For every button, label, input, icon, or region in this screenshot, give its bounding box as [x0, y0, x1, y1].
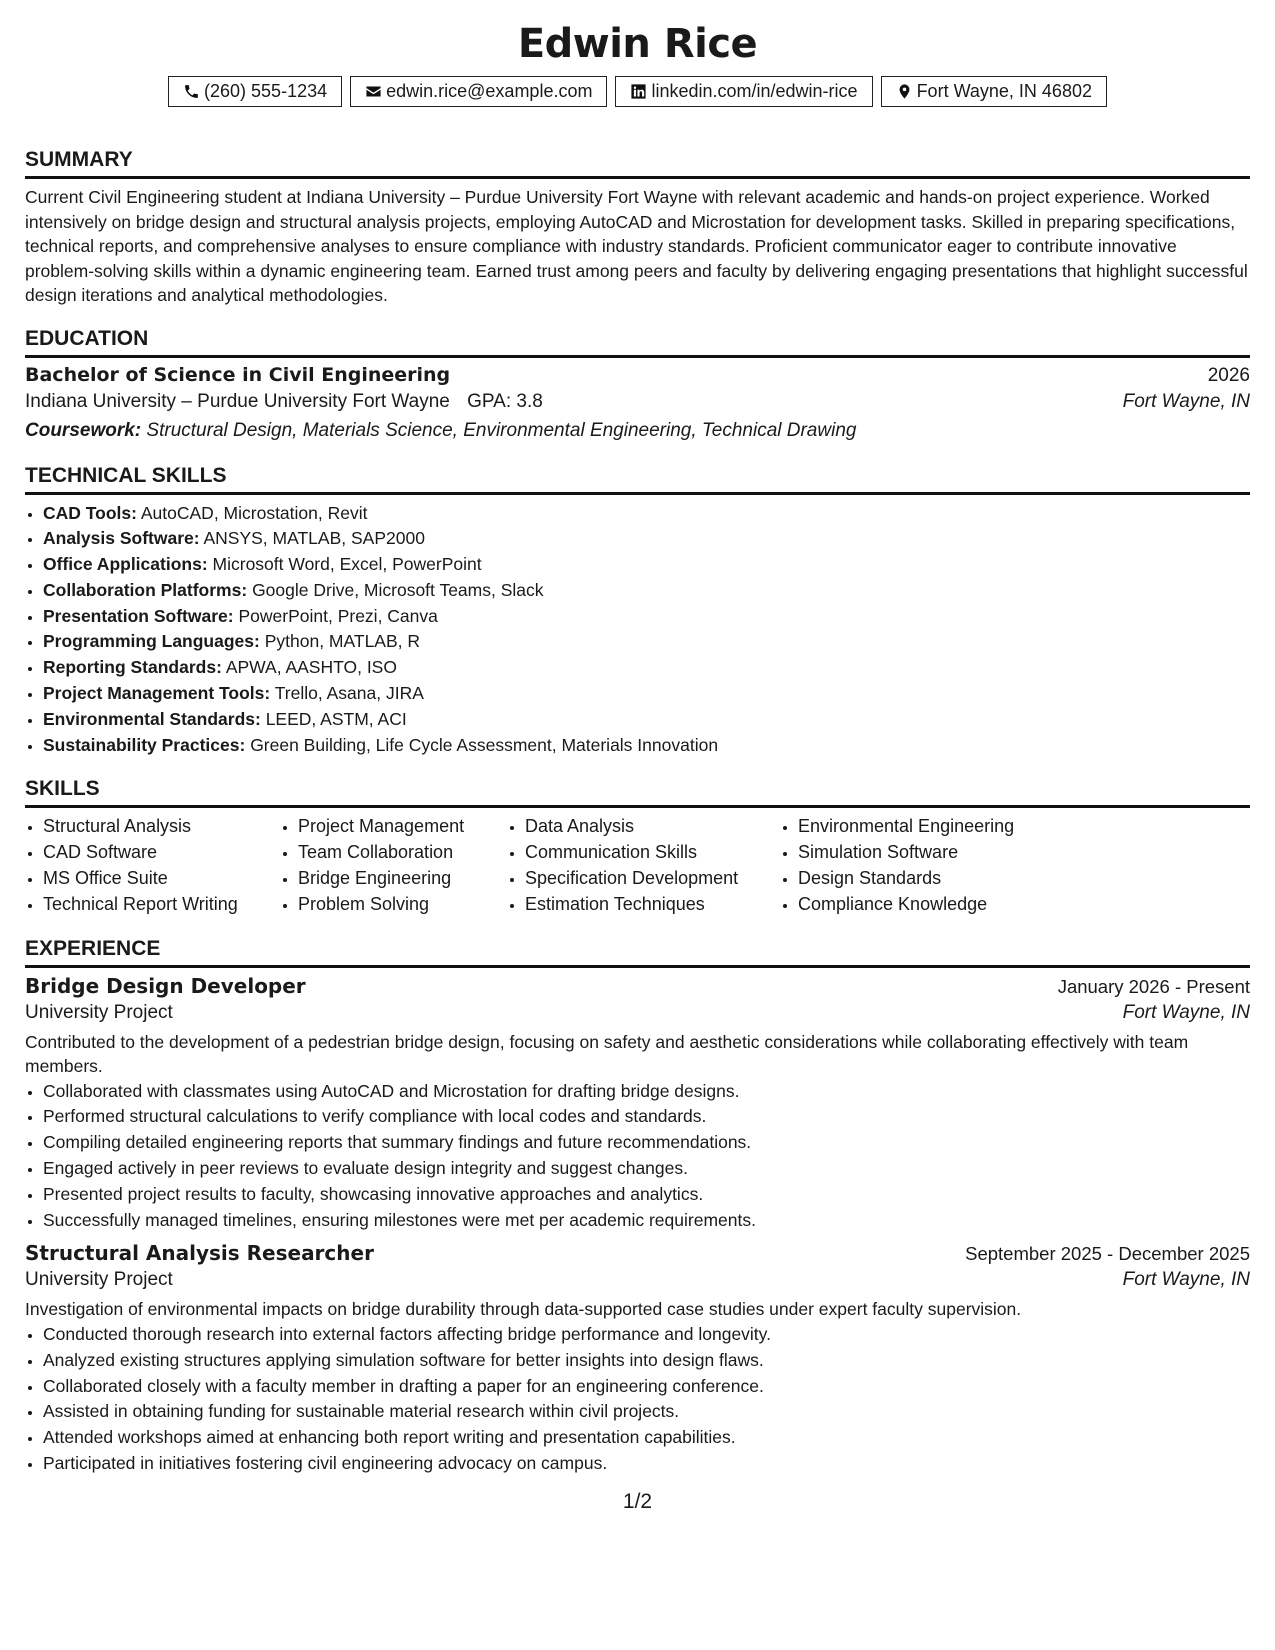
- list-item: [43, 578, 1250, 604]
- experience-heading: EXPERIENCE: [25, 936, 1250, 968]
- skill-label: Office Applications:: [43, 554, 208, 575]
- list-item: • Specification Development: [525, 866, 780, 892]
- technical-skills-heading: TECHNICAL SKILLS: [25, 463, 1250, 495]
- list-item: • Design Standards: [798, 866, 1098, 892]
- list-item: • MS Office Suite: [43, 866, 280, 892]
- job-org-row: [25, 1265, 1250, 1295]
- skill-value: APWA, AASHTO, ISO: [225, 657, 397, 678]
- list-item: [43, 526, 1250, 552]
- list-item: [43, 501, 1250, 527]
- list-item: [43, 655, 1250, 681]
- school-location: Fort Wayne, IN: [1122, 390, 1250, 412]
- job-title: Bridge Design Developer: [25, 973, 306, 998]
- summary-section: [25, 147, 1250, 308]
- skill-value: Python, MATLAB, R: [264, 631, 421, 652]
- summary-text: Current Civil Engineering student at Indiana University – Purdue University Fort Wayne with relevant academic and hands-on project experience. Worked intensively on bridge design and structural analysis projects, employing AutoCAD and Microstation for development tasks. Skilled in preparing specifications, technical reports, and comprehensive analyses to ensure compliance with industry standards. Proficient communicator eager to contribute innovative problem-solving skills within a dynamic engineering team. Earned trust among peers and faculty by delivering engaging presentations that highlight successful design iterations and analytical methodologies.: [25, 187, 1248, 305]
- list-item: • CAD Software: [43, 840, 280, 866]
- list-item: [43, 604, 1250, 630]
- job-org-row: [25, 998, 1250, 1028]
- list-item: • Collaborated closely with a faculty member in drafting a paper for an engineering conference.: [43, 1374, 1250, 1400]
- email-text: edwin.rice@example.com: [386, 81, 593, 101]
- job-description: Investigation of environmental impacts on bridge durability through data-supported case studies under expert faculty supervision.: [25, 1299, 1022, 1320]
- job-header-row: [25, 1241, 1250, 1265]
- resume-page: [25, 20, 1250, 1477]
- list-item: [43, 733, 1250, 759]
- contact-email[interactable]: [350, 76, 607, 107]
- school-row: [25, 387, 1250, 416]
- list-item: • Data Analysis: [525, 814, 780, 840]
- list-item: • Performed structural calculations to verify compliance with local codes and standards.: [43, 1104, 1250, 1130]
- candidate-name: Edwin Rice: [517, 21, 758, 67]
- coursework-list: Structural Design, Materials Science, Environmental Engineering, Technical Drawing: [146, 419, 857, 441]
- list-item: • Assisted in obtaining funding for sustainable material research within civil projects.: [43, 1399, 1250, 1425]
- job-title: Structural Analysis Researcher: [25, 1241, 374, 1266]
- school-name: Indiana University – Purdue University Fort Wayne: [25, 390, 450, 412]
- job-entry: [25, 974, 1250, 1234]
- list-item: • Problem Solving: [298, 892, 507, 918]
- list-item: • Simulation Software: [798, 840, 1098, 866]
- list-item: [43, 707, 1250, 733]
- gpa: GPA: 3.8: [467, 390, 543, 412]
- skill-label: Sustainability Practices:: [43, 734, 246, 755]
- skill-label: Environmental Standards:: [43, 708, 261, 729]
- degree-row: [25, 364, 1250, 387]
- skill-label: CAD Tools:: [43, 502, 137, 523]
- list-item: • Environmental Engineering: [798, 814, 1098, 840]
- skills-column: [25, 814, 280, 917]
- skills-section: [25, 776, 1250, 917]
- list-item: • Successfully managed timelines, ensuring milestones were met per academic requirements.: [43, 1208, 1250, 1234]
- phone-text: (260) 555-1234: [204, 81, 328, 101]
- skill-label: Analysis Software:: [43, 528, 200, 549]
- skill-label: Reporting Standards:: [43, 657, 222, 678]
- phone-icon: [183, 83, 200, 100]
- skill-value: Google Drive, Microsoft Teams, Slack: [252, 579, 544, 600]
- list-item: • Analyzed existing structures applying simulation software for better insights into design flaws.: [43, 1348, 1250, 1374]
- skills-heading: SKILLS: [25, 776, 1250, 808]
- job-org: University Project: [25, 1269, 173, 1291]
- location-text: Fort Wayne, IN 46802: [916, 81, 1092, 101]
- technical-skills-section: [25, 463, 1250, 759]
- job-header-row: [25, 974, 1250, 998]
- skill-label: Presentation Software:: [43, 605, 234, 626]
- list-item: • Participated in initiatives fostering civil engineering advocacy on campus.: [43, 1451, 1250, 1477]
- experience-section: [25, 936, 1250, 1477]
- technical-skills-list: [25, 501, 1250, 759]
- job-entry: [25, 1241, 1250, 1476]
- job-location: Fort Wayne, IN: [1122, 1269, 1250, 1291]
- list-item: • Conducted thorough research into external factors affecting bridge performance and longevity.: [43, 1322, 1250, 1348]
- skills-column: [280, 814, 507, 917]
- page-number: 1/2: [622, 1490, 653, 1513]
- list-item: • Compliance Knowledge: [798, 892, 1098, 918]
- list-item: • Project Management: [298, 814, 507, 840]
- list-item: • Communication Skills: [525, 840, 780, 866]
- list-item: • Technical Report Writing: [43, 892, 280, 918]
- list-item: • Collaborated with classmates using AutoCAD and Microstation for drafting bridge designs.: [43, 1079, 1250, 1105]
- contact-phone[interactable]: [168, 76, 342, 107]
- education-section: [25, 326, 1250, 445]
- skill-label: Collaboration Platforms:: [43, 579, 248, 600]
- list-item: • Estimation Techniques: [525, 892, 780, 918]
- skill-value: AutoCAD, Microstation, Revit: [140, 502, 368, 523]
- coursework-line: [25, 416, 1250, 445]
- skill-value: Trello, Asana, JIRA: [274, 683, 424, 704]
- skill-value: Green Building, Life Cycle Assessment, Materials Innovation: [250, 734, 719, 755]
- list-item: • Presented project results to faculty, showcasing innovative approaches and analytics.: [43, 1182, 1250, 1208]
- map-pin-icon: [896, 83, 913, 100]
- degree-title: Bachelor of Science in Civil Engineering: [25, 363, 451, 386]
- list-item: [43, 681, 1250, 707]
- skill-value: ANSYS, MATLAB, SAP2000: [203, 528, 425, 549]
- envelope-icon: [365, 83, 382, 100]
- skill-value: Microsoft Word, Excel, PowerPoint: [212, 554, 482, 575]
- job-location: Fort Wayne, IN: [1122, 1001, 1250, 1023]
- list-item: • Engaged actively in peer reviews to evaluate design integrity and suggest changes.: [43, 1156, 1250, 1182]
- job-bullets: [25, 1079, 1250, 1234]
- list-item: [43, 552, 1250, 578]
- list-item: • Bridge Engineering: [298, 866, 507, 892]
- job-bullets: [25, 1322, 1250, 1477]
- list-item: • Attended workshops aimed at enhancing both report writing and presentation capabilities.: [43, 1425, 1250, 1451]
- job-org: University Project: [25, 1001, 173, 1023]
- skill-label: Programming Languages:: [43, 631, 260, 652]
- linkedin-icon: [630, 83, 647, 100]
- skills-column: [780, 814, 1098, 917]
- summary-heading: SUMMARY: [25, 147, 1250, 179]
- job-description: Contributed to the development of a pedestrian bridge design, focusing on safety and aesthetic considerations while collaborating effectively with team members.: [25, 1031, 1189, 1077]
- coursework-label: Coursework:: [25, 419, 142, 441]
- graduation-year: 2026: [1207, 364, 1250, 386]
- contact-location[interactable]: [881, 76, 1107, 107]
- education-heading: EDUCATION: [25, 326, 1250, 358]
- contact-bar: [25, 76, 1250, 107]
- skill-label: Project Management Tools:: [43, 683, 271, 704]
- list-item: • Team Collaboration: [298, 840, 507, 866]
- job-date: January 2026 - Present: [1057, 975, 1250, 997]
- contact-linkedin[interactable]: [615, 76, 872, 107]
- list-item: • Compiling detailed engineering reports that summary findings and future recommendations.: [43, 1130, 1250, 1156]
- job-date: September 2025 - December 2025: [965, 1243, 1250, 1265]
- linkedin-text: linkedin.com/in/edwin-rice: [651, 81, 858, 101]
- skill-value: LEED, ASTM, ACI: [265, 708, 407, 729]
- skills-column: [507, 814, 780, 917]
- skill-value: PowerPoint, Prezi, Canva: [238, 605, 438, 626]
- skills-grid: [25, 814, 1250, 917]
- list-item: [43, 629, 1250, 655]
- list-item: • Structural Analysis: [43, 814, 280, 840]
